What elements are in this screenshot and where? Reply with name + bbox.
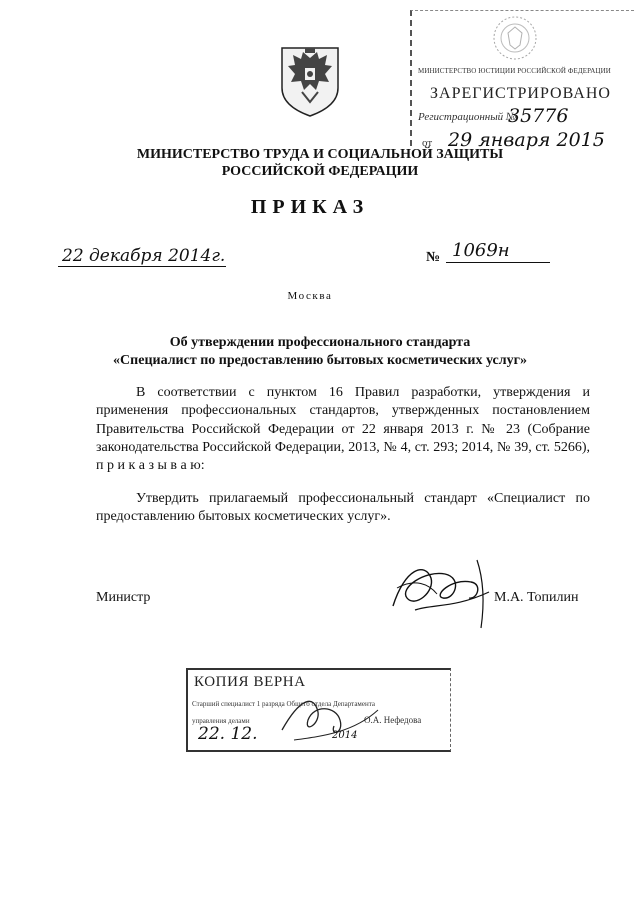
coat-of-arms-icon bbox=[276, 44, 344, 118]
order-subject bbox=[90, 334, 550, 370]
seal-emblem-icon bbox=[492, 15, 538, 61]
copy-signature-icon bbox=[274, 690, 384, 746]
order-city: Москва bbox=[287, 290, 333, 302]
stamp-date-prefix: от bbox=[422, 137, 433, 149]
document-title: ПРИКАЗ bbox=[250, 196, 370, 218]
signatory-position: Министр bbox=[96, 590, 151, 605]
copy-stamp-position: Старший специалист 1 разряда Общего отдела Департамента bbox=[192, 700, 375, 708]
number-underline bbox=[446, 262, 550, 263]
subject-line-1: Об утверждении профессионального стандарта bbox=[169, 335, 471, 350]
subject-line-2: «Специалист по предоставлению бытовых косметических услуг» bbox=[113, 353, 527, 368]
ministry-header bbox=[100, 146, 540, 180]
order-number-sign: № bbox=[426, 250, 441, 265]
stamp-registered-label: ЗАРЕГИСТРИРОВАНО bbox=[430, 85, 611, 102]
stamp-reg-date: 29 января 2015 bbox=[448, 129, 605, 151]
copy-stamp-title: КОПИЯ ВЕРНА bbox=[194, 674, 306, 690]
ministry-line-2: РОССИЙСКОЙ ФЕДЕРАЦИИ bbox=[221, 164, 419, 179]
copy-certification-stamp bbox=[186, 668, 451, 752]
minister-signature-icon bbox=[385, 548, 505, 634]
date-underline bbox=[58, 266, 226, 267]
copy-stamp-department: управления делами bbox=[192, 717, 250, 725]
copy-stamp-date: 22. 12. bbox=[198, 724, 258, 744]
order-number: 1069н bbox=[452, 240, 510, 261]
copy-stamp-officer: О.А. Нефедова bbox=[364, 715, 422, 725]
stamp-reg-number: 35776 bbox=[508, 105, 569, 127]
registration-stamp bbox=[410, 10, 634, 151]
order-date: 22 декабря 2014г. bbox=[62, 246, 226, 266]
stamp-reg-number-label: Регистрационный № bbox=[418, 111, 517, 123]
copy-stamp-year: 2014 bbox=[332, 730, 358, 741]
body-paragraph-1: В соответствии с пунктом 16 Правил разработки, утверждения и применения профессиональных стандартов, утвержденных постановлением Правительства Российской Федерации от 22 января 2013 г. № 23 (Собрание законодательства Российской Федерации, 2013, № 4, ст. 293; 2014, № 39, ст. 5266), п р и к а з ы в а ю: bbox=[96, 385, 590, 474]
ministry-line-1: МИНИСТЕРСТВО ТРУДА И СОЦИАЛЬНОЙ ЗАЩИТЫ bbox=[136, 147, 504, 162]
signatory-name: М.А. Топилин bbox=[494, 590, 579, 605]
stamp-ministry-name: МИНИСТЕРСТВО ЮСТИЦИИ РОССИЙСКОЙ ФЕДЕРАЦИИ bbox=[418, 67, 611, 75]
body-paragraph-2: Утвердить прилагаемый профессиональный стандарт «Специалист по предоставлению бытовых косметических услуг». bbox=[96, 491, 590, 525]
